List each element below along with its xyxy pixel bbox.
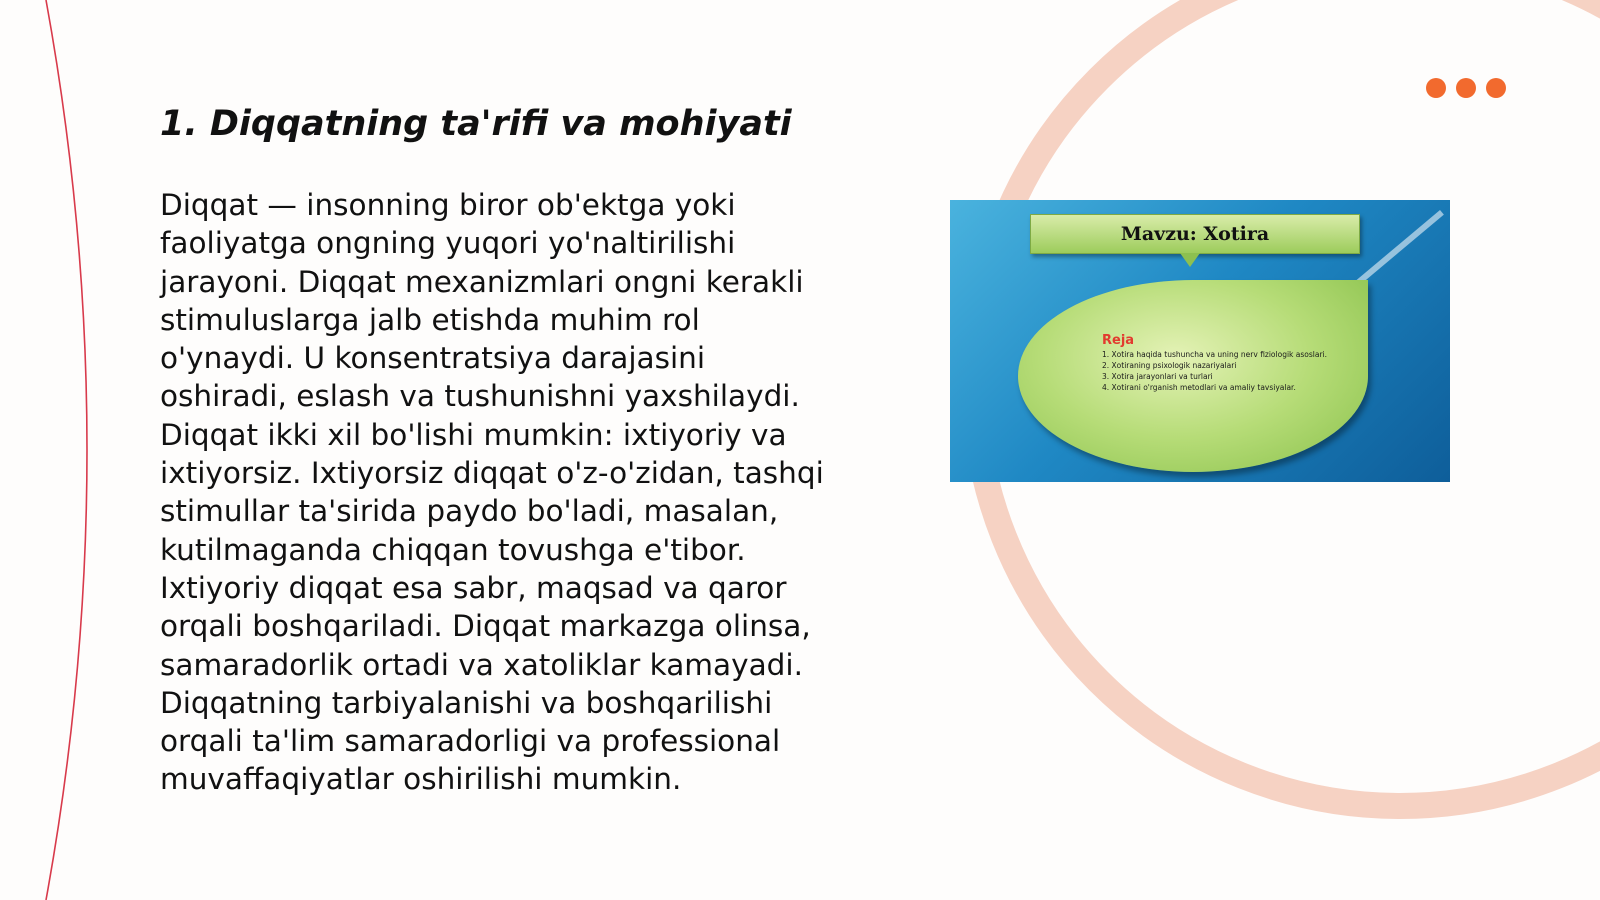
picture-plan-item: 1. Xotira haqida tushuncha va uning nerv fiziologik asoslari. [1102, 350, 1327, 359]
three-dots-icon [1426, 78, 1506, 98]
dot [1456, 78, 1476, 98]
picture-banner [1030, 214, 1360, 254]
left-edge-curve [46, 0, 87, 900]
picture-banner-pointer [1180, 253, 1200, 267]
picture-plan-item: 3. Xotira jarayonlari va turlari [1102, 372, 1213, 381]
slide-picture [950, 200, 1450, 482]
picture-plan-item: 4. Xotirani o'rganish metodlari va amaliy tavsiyalar. [1102, 383, 1296, 392]
picture-plan-heading: Reja [1102, 333, 1135, 348]
dot [1426, 78, 1446, 98]
dot [1486, 78, 1506, 98]
picture-plan-item: 2. Xotiraning psixologik nazariyalari [1102, 361, 1237, 370]
picture-plan-list [1102, 349, 1358, 393]
slide-title: 1. Diqqatning ta'rifi va mohiyati [160, 104, 792, 144]
slide-body-text: Diqqat — insonning biror ob'ektga yoki faoliyatga ongning yuqori yo'naltirilishi jarayoni. Diqqat mexanizmlari ongni kerakli stimuluslarga jalb etishda muhim rol o'ynaydi. U konsentratsiya darajasini oshiradi, eslash va tushunishni yaxshilaydi. Diqqat ikki xil bo'lishi mumkin: ixtiyoriy va ixtiyorsiz. Ixtiyorsiz diqqat o'z-o'zidan, tashqi stimullar ta'sirida paydo bo'ladi, masalan, kutilmaganda chiqqan tovushga e'tibor. Ixtiyoriy diqqat esa sabr, maqsad va qaror orqali boshqariladi. Diqqat markazga olinsa, samaradorlik ortadi va xatoliklar kamayadi. Diqqatning tarbiyalanishi va boshqarilishi orqali ta'lim samaradorligi va professional muvaffaqiyatlar oshirilishi mumkin. [160, 188, 824, 797]
picture-banner-text: Mavzu: Xotira [1120, 223, 1270, 245]
